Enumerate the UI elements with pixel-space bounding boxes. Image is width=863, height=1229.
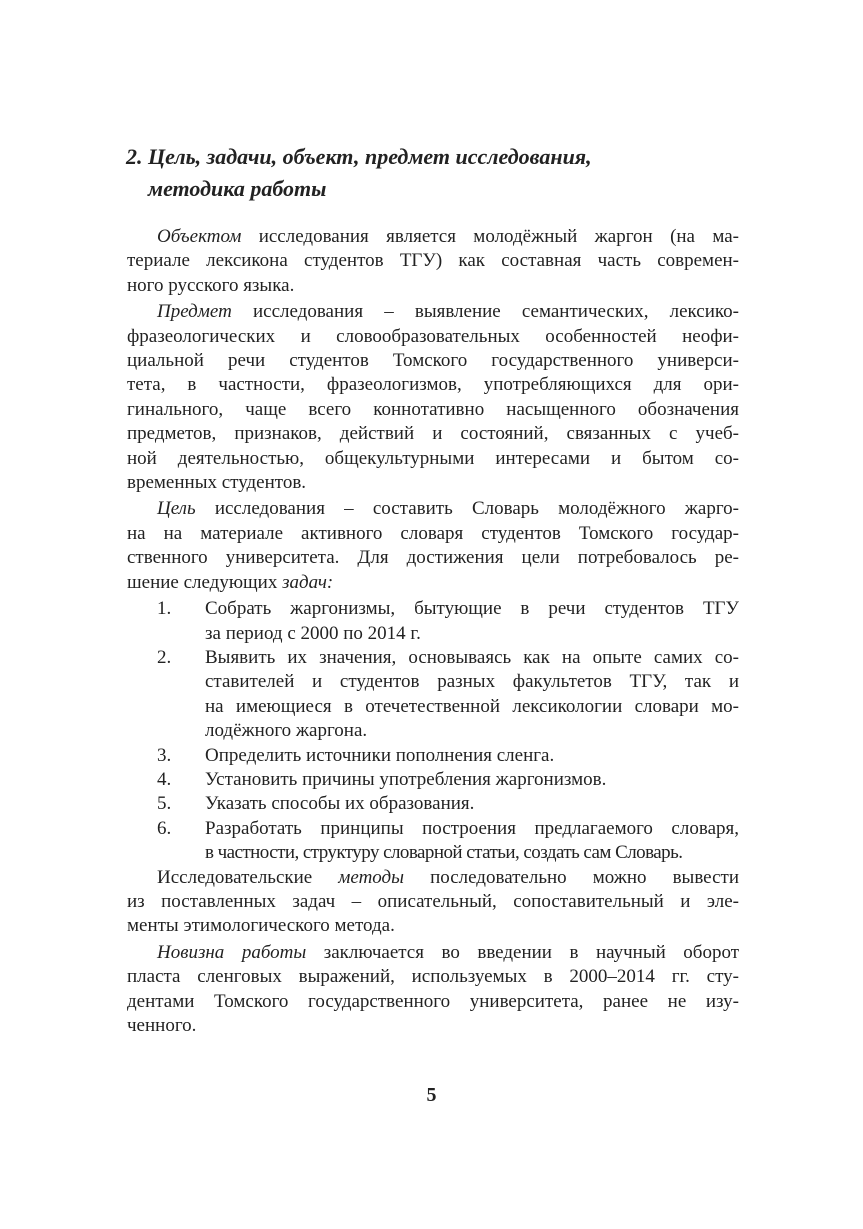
paragraph-methods	[127, 866, 739, 939]
task-list	[127, 597, 739, 865]
paragraph-novelty	[127, 941, 739, 1039]
text-line	[127, 941, 739, 965]
text-line: тета, в частности, фразеологизмов, употребляющихся для ори-	[127, 374, 739, 396]
text-line: из поставленных задач – описательный, сопоставительный и эле-	[127, 890, 739, 912]
italic-term: методы	[338, 866, 405, 888]
text-line: лодёжного жаргона.	[205, 720, 368, 742]
italic-term: Новизна работы	[157, 941, 307, 963]
page-number: 5	[426, 1084, 437, 1106]
text-span: заключается во введении в научный оборот	[306, 941, 739, 963]
text-line	[127, 300, 739, 324]
paragraph-goal	[127, 497, 739, 595]
text-line: пласта сленговых выражений, используемых в 2000–2014 гг. сту-	[127, 966, 739, 988]
text-line: фразеологических и словообразовательных особенностей неофи-	[127, 325, 739, 347]
list-number: 3.	[157, 744, 172, 766]
text-span: шение следующих	[127, 571, 283, 593]
italic-term: Предмет	[157, 301, 232, 323]
heading-line-2: методика работы	[148, 176, 327, 201]
list-item	[127, 768, 739, 792]
paragraph-subject	[127, 300, 739, 495]
list-number: 1.	[157, 598, 172, 620]
text-line: ставителей и студентов разных факультетов ТГУ, так и	[205, 671, 739, 693]
list-item	[127, 792, 739, 816]
italic-term: Цель	[157, 498, 196, 520]
list-item	[127, 597, 739, 646]
text-line: менты этимологического метода.	[127, 915, 395, 937]
text-line: Установить причины употребления жаргонизмов.	[205, 768, 607, 790]
text-line: временных студентов.	[127, 472, 307, 494]
text-line	[127, 866, 739, 890]
text-span: последовательно можно вывести	[404, 866, 739, 888]
heading-line-1: 2. Цель, задачи, объект, предмет исследования,	[126, 144, 592, 169]
body-text	[127, 225, 739, 1038]
list-number: 2.	[157, 646, 172, 668]
text-line: в частности, структуру словарной статьи, создать сам Словарь.	[205, 842, 683, 864]
text-line: на имеющиеся в отечетественной лексикологии словари мо-	[205, 695, 739, 717]
text-line: ченного.	[127, 1015, 197, 1036]
text-line: предметов, признаков, действий и состояний, связанных с учеб-	[127, 423, 739, 445]
list-number: 6.	[157, 817, 172, 839]
paragraph-object	[127, 225, 739, 298]
text-line	[127, 497, 739, 521]
text-line: Разработать принципы построения предлагаемого словаря,	[205, 817, 739, 839]
text-line: Выявить их значения, основываясь как на опыте самих со-	[205, 646, 739, 668]
text-span: исследования – составить Словарь молодёжного жарго-	[195, 498, 739, 520]
text-line: дентами Томского государственного университета, ранее не изу-	[127, 990, 739, 1012]
text-line	[127, 571, 739, 595]
text-span: исследования – выявление семантических, лексико-	[231, 301, 739, 323]
text-line: ного русского языка.	[127, 274, 295, 296]
list-number: 5.	[157, 793, 172, 815]
list-number: 4.	[157, 768, 172, 790]
text-span: исследования является молодёжный жаргон (на ма-	[241, 226, 739, 247]
text-line: ственного университета. Для достижения цели потребовалось ре-	[127, 547, 739, 569]
text-line: Определить источники пополнения сленга.	[205, 744, 555, 766]
italic-term: задач:	[282, 571, 334, 593]
list-item	[127, 646, 739, 744]
list-item	[127, 744, 739, 768]
text-line: Указать способы их образования.	[205, 793, 475, 815]
italic-term: Объектом	[157, 226, 242, 247]
text-span: Исследовательские	[157, 866, 339, 888]
text-line	[127, 225, 739, 249]
text-line: териале лексикона студентов ТГУ) как составная часть современ-	[127, 250, 739, 272]
text-line: Собрать жаргонизмы, бытующие в речи студентов ТГУ	[205, 598, 739, 620]
text-line: за период с 2000 по 2014 г.	[205, 622, 421, 644]
text-line: на на материале активного словаря студентов Томского государ-	[127, 522, 739, 544]
section-heading	[126, 141, 746, 205]
text-line: ной деятельностью, общекультурными интересами и бытом со-	[127, 447, 739, 469]
text-line: гинального, чаще всего коннотативно насыщенного обозначения	[127, 398, 739, 420]
text-line: циальной речи студентов Томского государственного универси-	[127, 350, 739, 372]
list-item	[127, 817, 739, 866]
